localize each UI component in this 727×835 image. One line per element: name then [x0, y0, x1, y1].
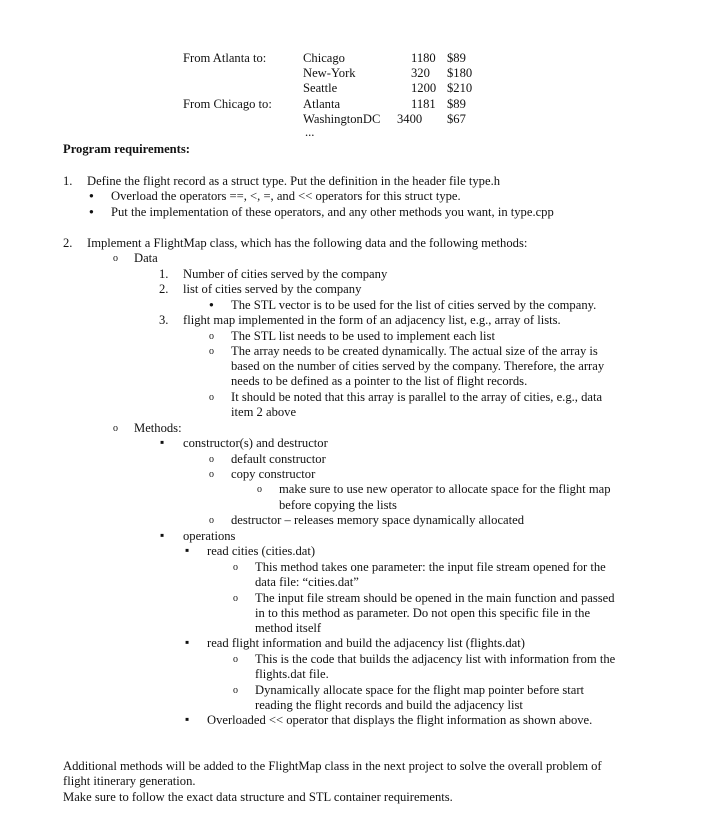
table-city: WashingtonDC: [303, 112, 381, 126]
circle-bullet-icon: [233, 653, 238, 666]
circle-bullet-icon: [209, 330, 214, 343]
ctor-subitem-cont: before copying the lists: [279, 498, 397, 512]
table-price: $89: [447, 51, 466, 65]
read-flights-item-cont: reading the flight records and build the adjacency list: [255, 698, 523, 712]
closing-line: flight itinerary generation.: [63, 774, 196, 788]
circle-bullet-icon: [233, 684, 238, 697]
ctor-item: copy constructor: [231, 467, 316, 481]
closing-line: Make sure to follow the exact data structure and STL container requirements.: [63, 790, 453, 804]
requirements-heading: Program requirements:: [63, 142, 190, 156]
item2-number: 2.: [63, 236, 73, 250]
square-bullet-icon: [160, 530, 164, 543]
table-flight: 3400: [397, 112, 423, 126]
read-flights-item: Dynamically allocate space for the flight map pointer before start: [255, 683, 585, 697]
closing-line: Additional methods will be added to the FlightMap class in the next project to solve the overall problem of: [63, 759, 602, 773]
ctor-label: constructor(s) and destructor: [183, 436, 328, 450]
table-city: New-York: [303, 66, 356, 80]
table-city: Atlanta: [303, 97, 341, 111]
read-flights-item-cont: flights.dat file.: [255, 667, 329, 681]
circle-bullet-icon: [233, 592, 238, 605]
read-cities-label: read cities (cities.dat): [207, 544, 316, 558]
item2-text: Implement a FlightMap class, which has the following data and the following methods:: [87, 236, 528, 250]
read-cities-item-cont: data file: “cities.dat”: [255, 575, 359, 589]
table-flight: 1181: [411, 97, 436, 111]
from-atlanta-label: From Atlanta to:: [183, 51, 267, 65]
data-item-number: 1.: [159, 267, 169, 281]
table-ellipsis: ...: [305, 125, 315, 139]
data-item-text: flight map implemented in the form of an adjacency list, e.g., array of lists.: [183, 313, 561, 327]
data3-bullet: The array needs to be created dynamically. The actual size of the array is: [231, 344, 598, 358]
data-item-number: 2.: [159, 282, 169, 296]
item1-number: 1.: [63, 174, 73, 188]
table-flight: 1180: [411, 51, 436, 65]
data3-bullet-cont: item 2 above: [231, 405, 297, 419]
table-flight: 1200: [411, 81, 437, 95]
read-flights-item: This is the code that builds the adjacency list with information from the: [255, 652, 616, 666]
circle-bullet-icon: [209, 468, 214, 481]
ctor-item: destructor – releases memory space dynamically allocated: [231, 513, 525, 527]
data3-bullet: It should be noted that this array is parallel to the array of cities, e.g., data: [231, 390, 603, 404]
read-cities-item: The input file stream should be opened in the main function and passed: [255, 591, 615, 605]
read-cities-item-cont: method itself: [255, 621, 322, 635]
overload-line: Overloaded << operator that displays the flight information as shown above.: [207, 713, 593, 727]
table-price: $89: [447, 97, 466, 111]
bullet-icon: [89, 206, 94, 219]
data2-bullet: The STL vector is to be used for the list of cities served by the company.: [231, 298, 597, 312]
circle-bullet-icon: [113, 422, 118, 435]
data3-bullet: The STL list needs to be used to implement each list: [231, 329, 495, 343]
circle-bullet-icon: [209, 453, 214, 466]
ops-label: operations: [183, 529, 236, 543]
item1-bullet: Overload the operators ==, <, =, and << operators for this struct type.: [111, 189, 461, 203]
square-bullet-icon: [185, 714, 189, 727]
table-price: $67: [447, 112, 466, 126]
square-bullet-icon: [185, 637, 189, 650]
data3-bullet-cont: needs to be defined as a pointer to the list of flight records.: [231, 374, 528, 388]
item1-text: Define the flight record as a struct type. Put the definition in the header file type.h: [87, 174, 501, 188]
circle-bullet-icon: [209, 514, 214, 527]
circle-bullet-icon: [209, 391, 214, 404]
read-flights-label: read flight information and build the adjacency list (flights.dat): [207, 636, 525, 650]
table-city: Chicago: [303, 51, 345, 65]
circle-bullet-icon: [257, 483, 262, 496]
methods-label: Methods:: [134, 421, 182, 435]
from-chicago-label: From Chicago to:: [183, 97, 272, 111]
data-label: Data: [134, 251, 158, 265]
read-cities-item: This method takes one parameter: the input file stream opened for the: [255, 560, 606, 574]
read-cities-item-cont: in to this method as parameter. Do not open this specific file in the: [255, 606, 591, 620]
bullet-icon: [209, 299, 214, 312]
data-item-text: Number of cities served by the company: [183, 267, 388, 281]
square-bullet-icon: [160, 437, 164, 450]
data-item-text: list of cities served by the company: [183, 282, 362, 296]
ctor-item: default constructor: [231, 452, 326, 466]
circle-bullet-icon: [209, 345, 214, 358]
data-item-number: 3.: [159, 313, 169, 327]
circle-bullet-icon: [113, 252, 118, 265]
table-price: $210: [447, 81, 473, 95]
circle-bullet-icon: [233, 561, 238, 574]
table-price: $180: [447, 66, 473, 80]
table-flight: 320: [411, 66, 430, 80]
table-city: Seattle: [303, 81, 338, 95]
bullet-icon: [89, 190, 94, 203]
data3-bullet-cont: based on the number of cities served by the company. Therefore, the array: [231, 359, 605, 373]
item1-bullet: Put the implementation of these operators, and any other methods you want, in type.cpp: [111, 205, 554, 219]
square-bullet-icon: [185, 545, 189, 558]
ctor-subitem: make sure to use new operator to allocate space for the flight map: [279, 482, 611, 496]
